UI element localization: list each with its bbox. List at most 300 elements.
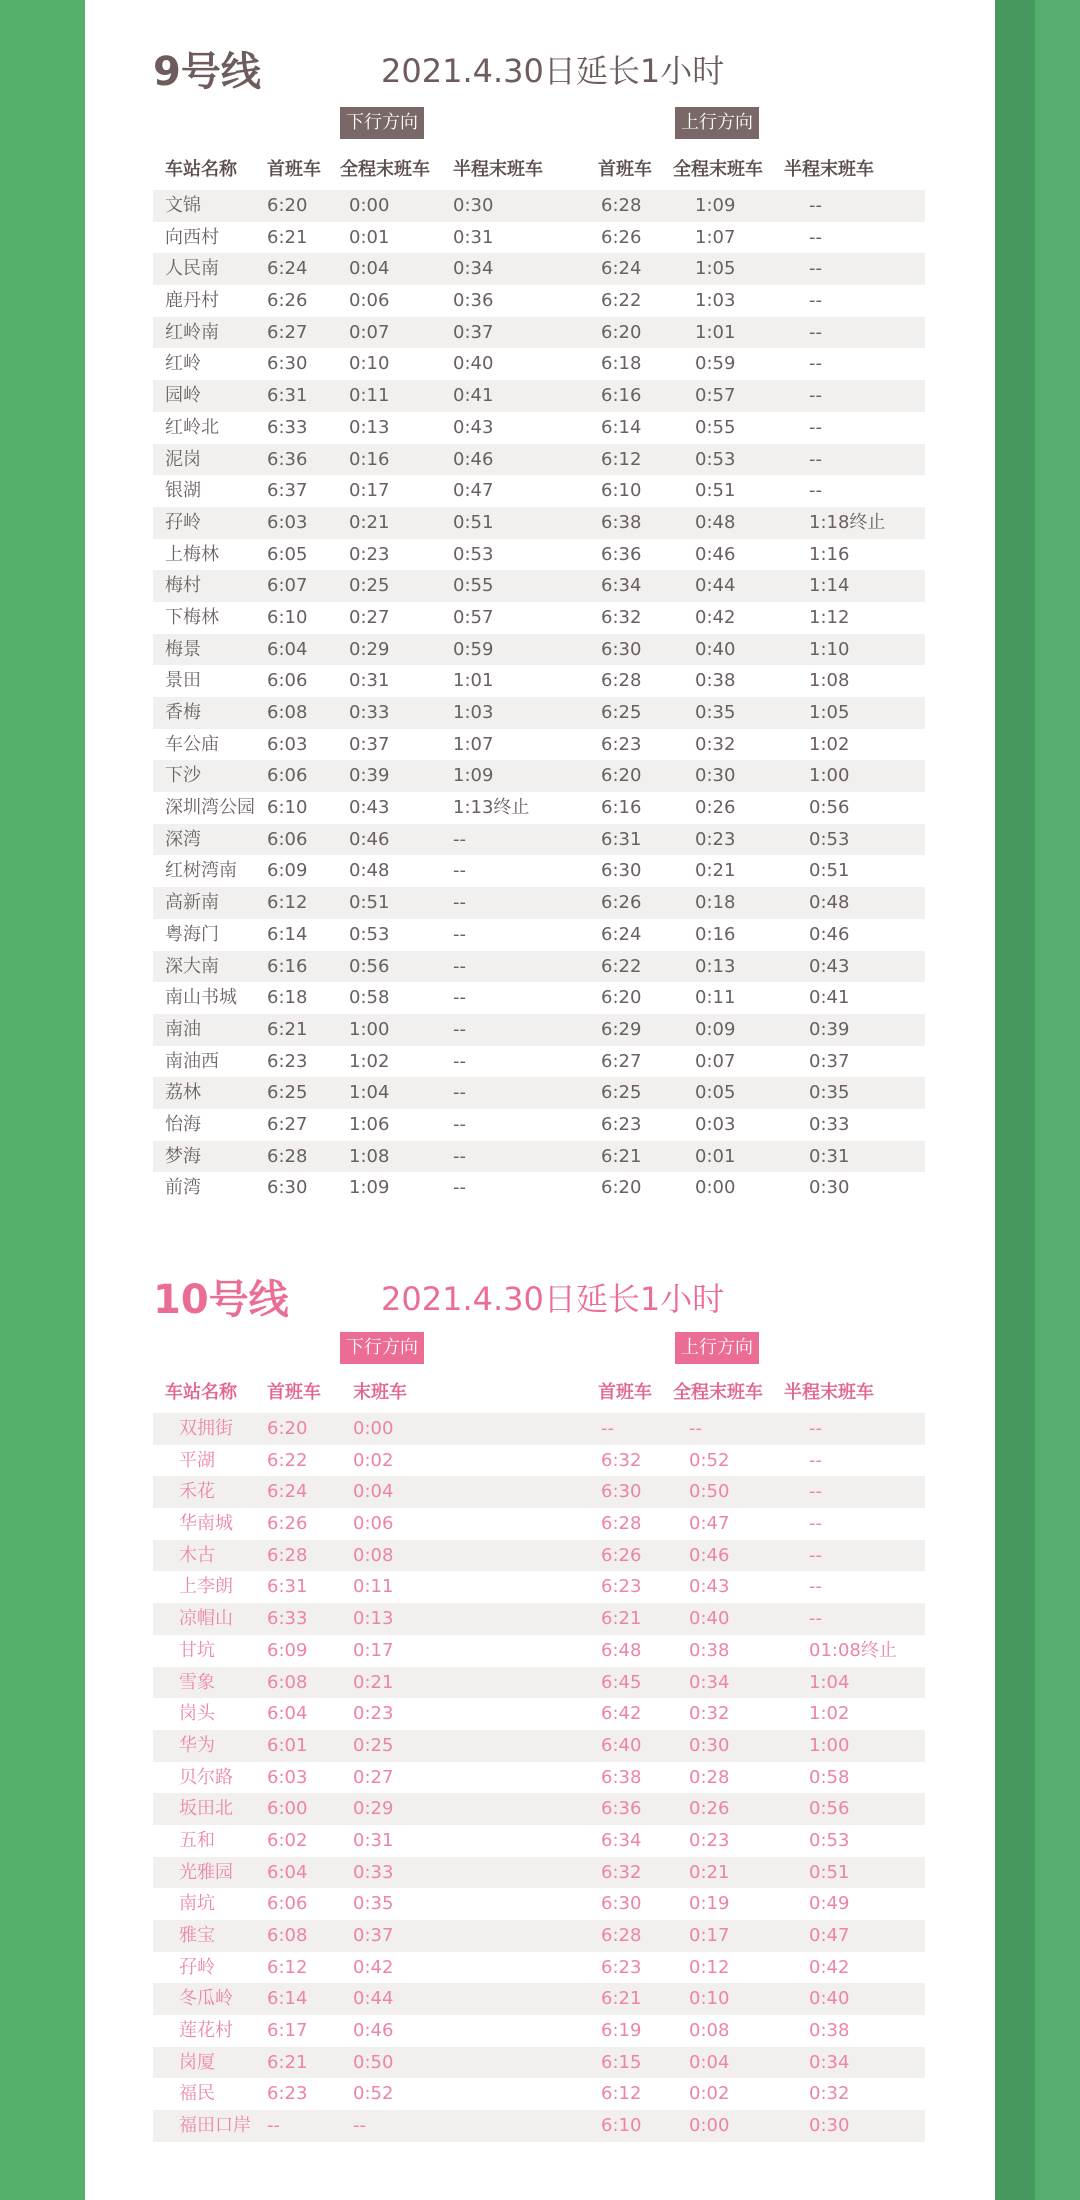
down-full-last-train-cell: 0:04 xyxy=(349,258,390,280)
up-first-train-cell: 6:28 xyxy=(601,670,642,692)
up-half-last-train-cell: 0:42 xyxy=(809,1956,850,1978)
station-name-cell: 荔林 xyxy=(165,1082,201,1104)
down-first-train-cell: 6:21 xyxy=(267,2051,308,2073)
down-first-train-cell: 6:01 xyxy=(267,1734,308,1756)
down-first-train-cell: 6:20 xyxy=(267,195,308,216)
up-full-last-train-cell: 0:40 xyxy=(695,638,736,660)
down-last-train-cell: 0:23 xyxy=(353,1703,394,1725)
up-half-last-train-cell: -- xyxy=(809,1576,822,1598)
station-name-cell: 南油西 xyxy=(165,1050,219,1072)
table-row xyxy=(153,1793,925,1825)
down-first-train-cell: 6:28 xyxy=(267,1544,308,1566)
up-first-train-cell: 6:30 xyxy=(601,1481,642,1503)
station-name-cell: 木古 xyxy=(179,1544,215,1566)
line9-header-up-first: 首班车 xyxy=(598,159,652,180)
up-half-last-train-cell: 0:35 xyxy=(809,1082,850,1104)
down-last-train-cell: 0:52 xyxy=(353,2083,394,2105)
station-name-cell: 鹿丹村 xyxy=(165,290,219,312)
up-full-last-train-cell: 0:23 xyxy=(689,1829,730,1851)
down-full-last-train-cell: 0:01 xyxy=(349,226,390,248)
up-first-train-cell: 6:34 xyxy=(601,575,642,597)
up-first-train-cell: 6:18 xyxy=(601,353,642,375)
table-row xyxy=(153,2015,925,2047)
station-name-cell: 深湾 xyxy=(165,828,201,850)
down-full-last-train-cell: 0:17 xyxy=(349,480,390,502)
down-half-last-train-cell: 0:40 xyxy=(453,353,494,375)
station-name-cell: 上李朗 xyxy=(179,1576,233,1598)
up-full-last-train-cell: 0:19 xyxy=(689,1893,730,1915)
down-full-last-train-cell: 0:10 xyxy=(349,353,390,375)
station-name-cell: 双拥街 xyxy=(179,1418,233,1439)
up-full-last-train-cell: 0:00 xyxy=(689,2115,730,2137)
down-full-last-train-cell: 0:51 xyxy=(349,892,390,914)
up-full-last-train-cell: 0:57 xyxy=(695,385,736,407)
up-full-last-train-cell: 0:35 xyxy=(695,702,736,723)
station-name-cell: 红岭 xyxy=(165,353,201,375)
up-full-last-train-cell: 0:28 xyxy=(689,1766,730,1788)
down-half-last-train-cell: 0:55 xyxy=(453,575,494,597)
up-first-train-cell: 6:24 xyxy=(601,258,642,280)
up-half-last-train-cell: -- xyxy=(809,1449,822,1471)
down-half-last-train-cell: -- xyxy=(453,1050,466,1072)
station-name-cell: 人民南 xyxy=(165,258,219,280)
up-half-last-train-cell: -- xyxy=(809,1513,822,1535)
station-name-cell: 红岭北 xyxy=(165,416,219,438)
up-full-last-train-cell: 0:46 xyxy=(689,1544,730,1566)
line10-down-direction-label: 下行方向 xyxy=(340,1332,424,1364)
down-last-train-cell: 0:00 xyxy=(353,1418,394,1439)
down-first-train-cell: 6:26 xyxy=(267,1513,308,1535)
down-first-train-cell: 6:31 xyxy=(267,1576,308,1598)
background-right-shadow xyxy=(995,0,1035,2200)
up-full-last-train-cell: 0:11 xyxy=(695,987,736,1009)
down-first-train-cell: 6:17 xyxy=(267,2020,308,2042)
table-row xyxy=(153,1857,925,1889)
background-left-strip xyxy=(0,0,85,2200)
down-first-train-cell: -- xyxy=(267,2115,280,2137)
down-last-train-cell: 0:08 xyxy=(353,1544,394,1566)
table-row xyxy=(153,855,925,887)
up-half-last-train-cell: -- xyxy=(809,1481,822,1503)
station-name-cell: 岗头 xyxy=(179,1703,215,1725)
line10-note: 2021.4.30日延长1小时 xyxy=(381,1280,725,1318)
line10-header-up-first: 首班车 xyxy=(598,1382,652,1403)
down-half-last-train-cell: 1:07 xyxy=(453,733,494,755)
down-full-last-train-cell: 0:21 xyxy=(349,511,390,533)
station-name-cell: 下沙 xyxy=(165,765,201,787)
up-half-last-train-cell: -- xyxy=(809,226,822,248)
up-half-last-train-cell: 0:49 xyxy=(809,1893,850,1915)
station-name-cell: 银湖 xyxy=(165,480,201,502)
station-name-cell: 禾花 xyxy=(179,1481,215,1503)
table-row xyxy=(153,380,925,412)
up-half-last-train-cell: 0:48 xyxy=(809,892,850,914)
up-full-last-train-cell: 0:38 xyxy=(695,670,736,692)
down-half-last-train-cell: -- xyxy=(453,828,466,850)
table-row xyxy=(153,634,925,666)
up-full-last-train-cell: 0:55 xyxy=(695,416,736,438)
up-half-last-train-cell: 0:30 xyxy=(809,2115,850,2137)
down-last-train-cell: 0:42 xyxy=(353,1956,394,1978)
down-half-last-train-cell: 1:13终止 xyxy=(453,797,530,819)
table-row xyxy=(153,1540,925,1572)
up-half-last-train-cell: 0:34 xyxy=(809,2051,850,2073)
up-first-train-cell: 6:14 xyxy=(601,416,642,438)
up-first-train-cell: 6:23 xyxy=(601,1113,642,1135)
down-first-train-cell: 6:08 xyxy=(267,702,308,723)
table-row xyxy=(153,1508,925,1540)
up-first-train-cell: 6:32 xyxy=(601,1449,642,1471)
up-half-last-train-cell: -- xyxy=(809,1544,822,1566)
down-half-last-train-cell: -- xyxy=(453,923,466,945)
up-full-last-train-cell: 0:52 xyxy=(689,1449,730,1471)
down-half-last-train-cell: 0:37 xyxy=(453,321,494,343)
down-first-train-cell: 6:08 xyxy=(267,1925,308,1946)
down-first-train-cell: 6:00 xyxy=(267,1798,308,1820)
up-first-train-cell: 6:16 xyxy=(601,797,642,819)
up-half-last-train-cell: 1:10 xyxy=(809,638,850,660)
down-last-train-cell: 0:17 xyxy=(353,1639,394,1661)
down-half-last-train-cell: 0:30 xyxy=(453,195,494,216)
up-first-train-cell: 6:23 xyxy=(601,1956,642,1978)
up-half-last-train-cell: 1:04 xyxy=(809,1671,850,1693)
station-name-cell: 红树湾南 xyxy=(165,860,237,882)
up-half-last-train-cell: -- xyxy=(809,195,822,216)
table-row xyxy=(153,475,925,507)
up-first-train-cell: 6:30 xyxy=(601,860,642,882)
down-half-last-train-cell: 1:01 xyxy=(453,670,494,692)
up-first-train-cell: 6:21 xyxy=(601,1145,642,1167)
up-first-train-cell: 6:26 xyxy=(601,892,642,914)
station-name-cell: 甘坑 xyxy=(179,1639,215,1661)
down-last-train-cell: 0:35 xyxy=(353,1893,394,1915)
up-first-train-cell: 6:20 xyxy=(601,1177,642,1199)
up-half-last-train-cell: 0:40 xyxy=(809,1988,850,2010)
station-name-cell: 雪象 xyxy=(179,1671,215,1693)
down-full-last-train-cell: 1:04 xyxy=(349,1082,390,1104)
up-first-train-cell: 6:30 xyxy=(601,1893,642,1915)
up-first-train-cell: 6:25 xyxy=(601,702,642,723)
station-name-cell: 景田 xyxy=(165,670,201,692)
up-half-last-train-cell: -- xyxy=(809,416,822,438)
up-half-last-train-cell: 0:31 xyxy=(809,1145,850,1167)
up-first-train-cell: 6:20 xyxy=(601,321,642,343)
down-last-train-cell: 0:33 xyxy=(353,1861,394,1883)
line9-up-direction-label: 上行方向 xyxy=(675,107,759,139)
up-full-last-train-cell: 1:07 xyxy=(695,226,736,248)
table-row xyxy=(153,697,925,729)
table-row xyxy=(153,729,925,761)
station-name-cell: 南坑 xyxy=(179,1893,215,1915)
table-row xyxy=(153,507,925,539)
down-first-train-cell: 6:24 xyxy=(267,1481,308,1503)
up-full-last-train-cell: 0:43 xyxy=(689,1576,730,1598)
up-half-last-train-cell: -- xyxy=(809,258,822,280)
line10-header-down-first: 首班车 xyxy=(267,1382,321,1403)
down-first-train-cell: 6:23 xyxy=(267,2083,308,2105)
up-half-last-train-cell: 0:56 xyxy=(809,797,850,819)
down-last-train-cell: 0:25 xyxy=(353,1734,394,1756)
up-first-train-cell: 6:48 xyxy=(601,1639,642,1661)
down-first-train-cell: 6:18 xyxy=(267,987,308,1009)
line10-up-direction-label: 上行方向 xyxy=(675,1332,759,1364)
up-full-last-train-cell: 0:30 xyxy=(689,1734,730,1756)
table-row xyxy=(153,887,925,919)
down-first-train-cell: 6:21 xyxy=(267,1018,308,1040)
up-first-train-cell: 6:28 xyxy=(601,1513,642,1535)
up-first-train-cell: 6:20 xyxy=(601,987,642,1009)
down-first-train-cell: 6:06 xyxy=(267,670,308,692)
table-row xyxy=(153,285,925,317)
up-first-train-cell: 6:32 xyxy=(601,1861,642,1883)
station-name-cell: 华南城 xyxy=(179,1513,233,1535)
up-full-last-train-cell: 0:00 xyxy=(695,1177,736,1199)
table-row xyxy=(153,1983,925,2015)
up-full-last-train-cell: 0:40 xyxy=(689,1608,730,1630)
up-half-last-train-cell: 0:43 xyxy=(809,955,850,977)
up-first-train-cell: 6:19 xyxy=(601,2020,642,2042)
up-full-last-train-cell: 0:21 xyxy=(695,860,736,882)
table-row xyxy=(153,792,925,824)
table-row xyxy=(153,253,925,285)
up-first-train-cell: 6:12 xyxy=(601,448,642,470)
up-first-train-cell: 6:36 xyxy=(601,1798,642,1820)
up-half-last-train-cell: 1:12 xyxy=(809,606,850,628)
station-name-cell: 高新南 xyxy=(165,892,219,914)
down-full-last-train-cell: 1:06 xyxy=(349,1113,390,1135)
line9-header-down-first: 首班车 xyxy=(267,159,321,180)
up-full-last-train-cell: 1:09 xyxy=(695,195,736,216)
up-full-last-train-cell: 0:03 xyxy=(695,1113,736,1135)
up-half-last-train-cell: 0:39 xyxy=(809,1018,850,1040)
up-full-last-train-cell: 0:46 xyxy=(695,543,736,565)
up-first-train-cell: 6:20 xyxy=(601,765,642,787)
station-name-cell: 梦海 xyxy=(165,1145,201,1167)
down-half-last-train-cell: 0:51 xyxy=(453,511,494,533)
down-last-train-cell: 0:46 xyxy=(353,2020,394,2042)
up-full-last-train-cell: 0:59 xyxy=(695,353,736,375)
up-half-last-train-cell: 0:56 xyxy=(809,1798,850,1820)
down-last-train-cell: 0:02 xyxy=(353,1449,394,1471)
up-half-last-train-cell: 1:00 xyxy=(809,765,850,787)
down-half-last-train-cell: 0:47 xyxy=(453,480,494,502)
down-first-train-cell: 6:33 xyxy=(267,1608,308,1630)
down-last-train-cell: 0:21 xyxy=(353,1671,394,1693)
up-half-last-train-cell: -- xyxy=(809,353,822,375)
up-full-last-train-cell: 0:42 xyxy=(695,606,736,628)
down-half-last-train-cell: 0:41 xyxy=(453,385,494,407)
station-name-cell: 深圳湾公园 xyxy=(165,797,255,819)
down-first-train-cell: 6:02 xyxy=(267,1829,308,1851)
up-first-train-cell: 6:22 xyxy=(601,290,642,312)
down-last-train-cell: 0:06 xyxy=(353,1513,394,1535)
station-name-cell: 贝尔路 xyxy=(179,1766,233,1788)
up-half-last-train-cell: 0:41 xyxy=(809,987,850,1009)
down-first-train-cell: 6:30 xyxy=(267,1177,308,1199)
station-name-cell: 怡海 xyxy=(165,1113,201,1135)
up-half-last-train-cell: 1:16 xyxy=(809,543,850,565)
down-full-last-train-cell: 0:25 xyxy=(349,575,390,597)
table-row xyxy=(153,570,925,602)
up-half-last-train-cell: 0:37 xyxy=(809,1050,850,1072)
up-half-last-train-cell: 0:46 xyxy=(809,923,850,945)
down-first-train-cell: 6:10 xyxy=(267,797,308,819)
table-row xyxy=(153,1413,925,1445)
up-full-last-train-cell: 0:48 xyxy=(695,511,736,533)
up-half-last-train-cell: 0:33 xyxy=(809,1113,850,1135)
up-half-last-train-cell: 0:30 xyxy=(809,1177,850,1199)
station-name-cell: 坂田北 xyxy=(179,1798,233,1820)
down-first-train-cell: 6:25 xyxy=(267,1082,308,1104)
up-half-last-train-cell: 0:53 xyxy=(809,1829,850,1851)
station-name-cell: 南油 xyxy=(165,1018,201,1040)
down-first-train-cell: 6:14 xyxy=(267,1988,308,2010)
up-first-train-cell: 6:26 xyxy=(601,1544,642,1566)
down-half-last-train-cell: -- xyxy=(453,955,466,977)
down-last-train-cell: 0:04 xyxy=(353,1481,394,1503)
line10-header-station: 车站名称 xyxy=(165,1382,237,1403)
table-row xyxy=(153,1077,925,1109)
up-first-train-cell: 6:21 xyxy=(601,1608,642,1630)
up-first-train-cell: 6:23 xyxy=(601,733,642,755)
up-full-last-train-cell: 0:32 xyxy=(695,733,736,755)
down-first-train-cell: 6:36 xyxy=(267,448,308,470)
station-name-cell: 平湖 xyxy=(179,1449,215,1471)
background-right-strip xyxy=(1035,0,1080,2200)
up-half-last-train-cell: 1:14 xyxy=(809,575,850,597)
station-name-cell: 泥岗 xyxy=(165,448,201,470)
station-name-cell: 梅景 xyxy=(165,638,201,660)
line9-header-down-full-last: 全程末班车 xyxy=(340,159,430,180)
station-name-cell: 前湾 xyxy=(165,1177,201,1199)
up-full-last-train-cell: 0:01 xyxy=(695,1145,736,1167)
station-name-cell: 深大南 xyxy=(165,955,219,977)
down-last-train-cell: 0:44 xyxy=(353,1988,394,2010)
table-row xyxy=(153,1952,925,1984)
station-name-cell: 五和 xyxy=(179,1829,215,1851)
up-full-last-train-cell: 0:30 xyxy=(695,765,736,787)
table-row xyxy=(153,1730,925,1762)
line9-section xyxy=(85,0,995,1240)
station-name-cell: 粤海门 xyxy=(165,923,219,945)
table-row xyxy=(153,760,925,792)
down-half-last-train-cell: 0:46 xyxy=(453,448,494,470)
up-full-last-train-cell: 0:26 xyxy=(695,797,736,819)
up-first-train-cell: 6:22 xyxy=(601,955,642,977)
down-first-train-cell: 6:07 xyxy=(267,575,308,597)
station-name-cell: 岗厦 xyxy=(179,2051,215,2073)
up-first-train-cell: 6:15 xyxy=(601,2051,642,2073)
table-row xyxy=(153,444,925,476)
up-full-last-train-cell: 0:32 xyxy=(689,1703,730,1725)
down-full-last-train-cell: 0:06 xyxy=(349,290,390,312)
down-half-last-train-cell: 0:34 xyxy=(453,258,494,280)
up-half-last-train-cell: -- xyxy=(809,480,822,502)
down-first-train-cell: 6:27 xyxy=(267,321,308,343)
down-full-last-train-cell: 0:43 xyxy=(349,797,390,819)
table-row xyxy=(153,1141,925,1173)
table-row xyxy=(153,412,925,444)
station-name-cell: 梅村 xyxy=(165,575,201,597)
table-row xyxy=(153,1635,925,1667)
up-first-train-cell: 6:36 xyxy=(601,543,642,565)
up-full-last-train-cell: 0:26 xyxy=(689,1798,730,1820)
station-name-cell: 红岭南 xyxy=(165,321,219,343)
table-row xyxy=(153,951,925,983)
up-half-last-train-cell: 1:05 xyxy=(809,702,850,723)
line10-table-body xyxy=(153,1413,925,2142)
up-full-last-train-cell: 0:18 xyxy=(695,892,736,914)
down-first-train-cell: 6:27 xyxy=(267,1113,308,1135)
up-first-train-cell: 6:12 xyxy=(601,2083,642,2105)
table-row xyxy=(153,1920,925,1952)
down-half-last-train-cell: 0:31 xyxy=(453,226,494,248)
up-first-train-cell: 6:38 xyxy=(601,1766,642,1788)
up-half-last-train-cell: -- xyxy=(809,1608,822,1630)
down-last-train-cell: 0:50 xyxy=(353,2051,394,2073)
up-half-last-train-cell: 0:51 xyxy=(809,1861,850,1883)
down-full-last-train-cell: 0:39 xyxy=(349,765,390,787)
up-first-train-cell: 6:31 xyxy=(601,828,642,850)
up-full-last-train-cell: 0:02 xyxy=(689,2083,730,2105)
station-name-cell: 雅宝 xyxy=(179,1925,215,1946)
line10-section xyxy=(85,1240,995,2200)
down-first-train-cell: 6:06 xyxy=(267,1893,308,1915)
down-first-train-cell: 6:16 xyxy=(267,955,308,977)
down-half-last-train-cell: 1:09 xyxy=(453,765,494,787)
station-name-cell: 文锦 xyxy=(165,195,201,216)
table-row xyxy=(153,190,925,222)
down-half-last-train-cell: 0:36 xyxy=(453,290,494,312)
station-name-cell: 光雅园 xyxy=(179,1861,233,1883)
down-full-last-train-cell: 0:33 xyxy=(349,702,390,723)
up-first-train-cell: 6:26 xyxy=(601,226,642,248)
down-full-last-train-cell: 0:48 xyxy=(349,860,390,882)
up-first-train-cell: 6:29 xyxy=(601,1018,642,1040)
station-name-cell: 福田口岸 xyxy=(179,2115,251,2137)
up-half-last-train-cell: 1:00 xyxy=(809,1734,850,1756)
station-name-cell: 车公庙 xyxy=(165,733,219,755)
table-row xyxy=(153,1476,925,1508)
station-name-cell: 华为 xyxy=(179,1734,215,1756)
down-full-last-train-cell: 0:29 xyxy=(349,638,390,660)
down-full-last-train-cell: 0:56 xyxy=(349,955,390,977)
station-name-cell: 南山书城 xyxy=(165,987,237,1009)
table-row xyxy=(153,602,925,634)
up-first-train-cell: 6:40 xyxy=(601,1734,642,1756)
up-full-last-train-cell: 0:44 xyxy=(695,575,736,597)
up-half-last-train-cell: 0:38 xyxy=(809,2020,850,2042)
up-first-train-cell: 6:27 xyxy=(601,1050,642,1072)
down-first-train-cell: 6:21 xyxy=(267,226,308,248)
up-first-train-cell: 6:30 xyxy=(601,638,642,660)
up-half-last-train-cell: 0:47 xyxy=(809,1925,850,1946)
down-half-last-train-cell: 0:43 xyxy=(453,416,494,438)
up-half-last-train-cell: 1:08 xyxy=(809,670,850,692)
station-name-cell: 下梅林 xyxy=(165,606,219,628)
down-first-train-cell: 6:22 xyxy=(267,1449,308,1471)
down-first-train-cell: 6:33 xyxy=(267,416,308,438)
down-full-last-train-cell: 0:37 xyxy=(349,733,390,755)
up-full-last-train-cell: 0:16 xyxy=(695,923,736,945)
up-full-last-train-cell: 1:01 xyxy=(695,321,736,343)
line9-header-up-full-last: 全程末班车 xyxy=(673,159,763,180)
line10-title: 10号线 xyxy=(153,1277,289,1323)
table-row xyxy=(153,1762,925,1794)
line9-header-up-half-last: 半程末班车 xyxy=(784,159,874,180)
table-row xyxy=(153,1109,925,1141)
table-row xyxy=(153,1698,925,1730)
